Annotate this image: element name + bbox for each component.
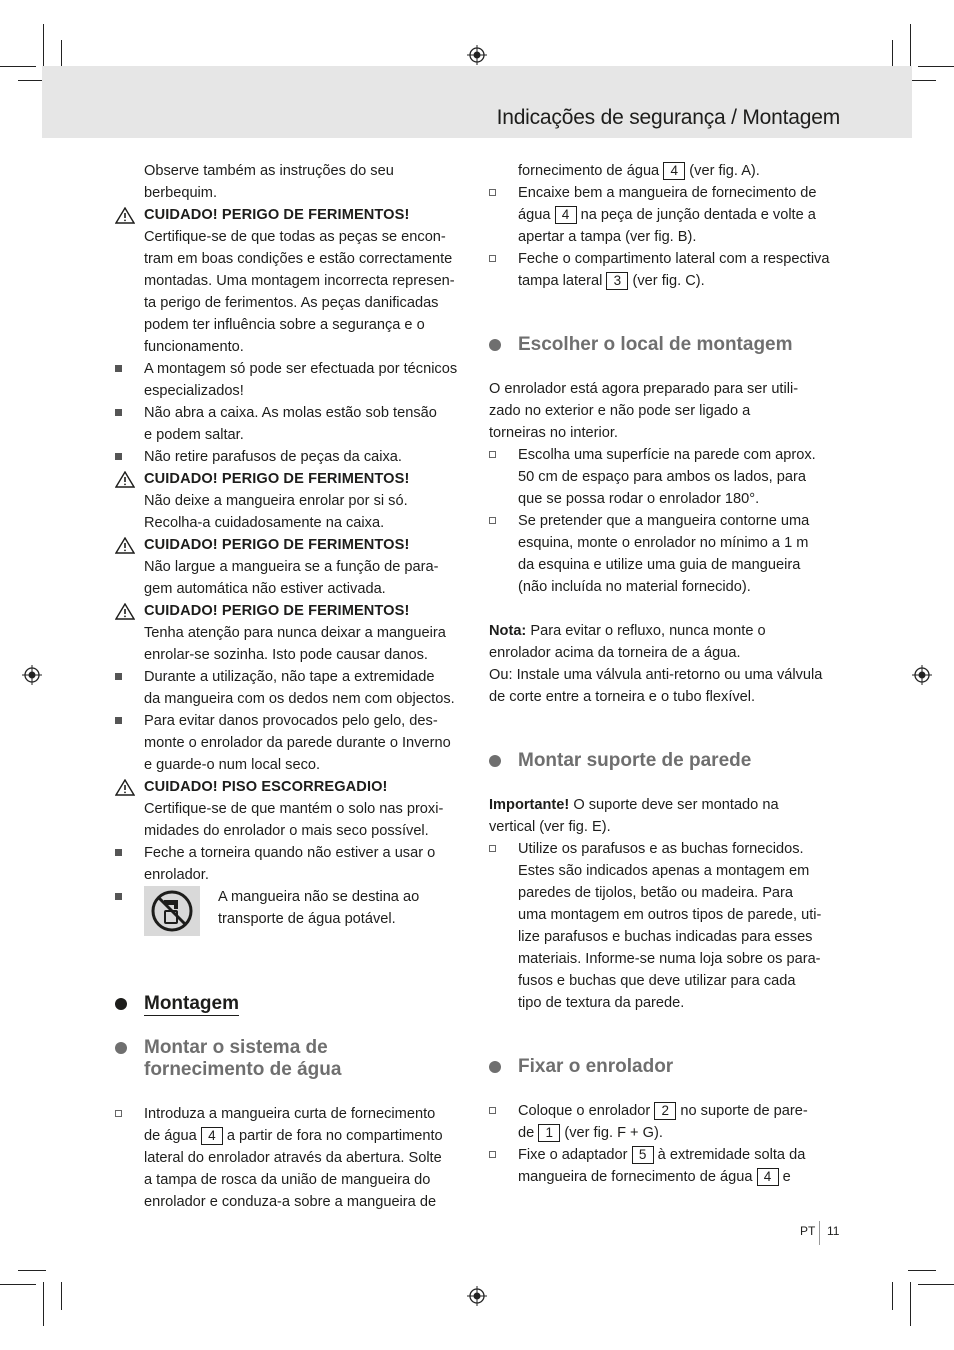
bullet-square-icon <box>115 893 122 900</box>
list-item <box>115 886 470 938</box>
list-line: Não retire parafusos de peças da caixa. <box>144 449 402 465</box>
list-item <box>115 666 470 710</box>
list-text: na peça de junção dentada e volte a <box>580 207 816 223</box>
bullet-dot-icon <box>489 339 501 351</box>
section-heading-montagem: Montagem <box>115 993 470 1015</box>
crop-mark <box>918 66 954 67</box>
intro-text: Observe também as instruções do seu berbequim. <box>144 163 394 201</box>
paragraph-line: O enrolador está agora preparado para ser utili- <box>489 381 799 397</box>
crop-mark <box>918 1284 954 1285</box>
crop-mark <box>0 66 36 67</box>
important-line: vertical (ver fig. E). <box>489 819 611 835</box>
crop-mark <box>892 1282 893 1310</box>
warning-triangle-icon <box>115 207 135 224</box>
registration-mark-icon <box>912 665 932 685</box>
list-line: Feche a torneira quando não estiver a usar o <box>144 845 436 861</box>
list-line <box>518 1122 841 1144</box>
list-line: da esquina e utilize uma guia de mangueira <box>518 557 801 573</box>
crop-mark <box>18 1270 46 1271</box>
bullet-square-icon <box>115 673 122 680</box>
list-item <box>115 842 470 886</box>
list-text: no suporte de pare- <box>680 1103 808 1119</box>
warning-block <box>115 204 470 358</box>
crop-mark <box>892 40 893 68</box>
warning-line: montadas. Uma montagem incorrecta represen- <box>144 273 455 289</box>
warning-line: tram em boas condições e estão correctamente <box>144 251 453 267</box>
footer-divider <box>819 1221 820 1245</box>
list-line <box>518 204 841 226</box>
bullet-dot-icon <box>115 1042 127 1054</box>
warning-line: Tenha atenção para nunca deixar a mangueira <box>144 625 446 641</box>
warning-line: enrolar-se sozinha. Isto pode causar danos. <box>144 647 428 663</box>
warning-title: CUIDADO! PERIGO DE FERIMENTOS! <box>144 207 410 223</box>
list-line: lize parafusos e buchas indicadas para esses <box>518 929 813 945</box>
important-line <box>489 794 841 816</box>
list-line: A mangueira não se destina ao <box>218 889 420 905</box>
no-drinking-water-icon <box>144 886 200 936</box>
note-line: Ou: Instale uma válvula anti-retorno ou uma válvula <box>489 667 823 683</box>
list-text: a partir de fora no compartimento <box>226 1128 443 1144</box>
list-line: Para evitar danos provocados pelo gelo, des- <box>144 713 438 729</box>
list-line: uma montagem em outros tipos de parede, uti- <box>518 907 822 923</box>
bullet-square-icon <box>115 365 122 372</box>
list-text: água <box>518 207 551 223</box>
warning-title: CUIDADO! PERIGO DE FERIMENTOS! <box>144 471 410 487</box>
list-line: Utilize os parafusos e as buchas fornecidos. <box>518 841 804 857</box>
list-line: Estes são indicados apenas a montagem em <box>518 863 810 879</box>
crop-mark <box>908 1270 936 1271</box>
crop-mark <box>43 1282 44 1326</box>
crop-mark <box>43 24 44 68</box>
list-line: Feche o compartimento lateral com a respectiva <box>518 251 830 267</box>
list-line: Escolha uma superfície na parede com aprox. <box>518 447 816 463</box>
list-text: (ver fig. A). <box>689 163 760 179</box>
warning-line: Não deixe a mangueira enrolar por si só. <box>144 493 408 509</box>
part-number-box: 3 <box>606 272 628 290</box>
list-text: tampa lateral <box>518 273 603 289</box>
list-line: Encaixe bem a mangueira de fornecimento de <box>518 185 817 201</box>
list-line: paredes de tijolos, betão ou madeira. Para <box>518 885 794 901</box>
note-line: de corte entre a torneira e o tubo flexível. <box>489 689 756 705</box>
crop-mark <box>910 1282 911 1326</box>
bullet-square-icon <box>115 453 122 460</box>
bullet-open-square-icon <box>489 845 496 852</box>
section-heading-suporte: Montar suporte de parede <box>489 750 841 772</box>
registration-mark-icon <box>467 1286 487 1306</box>
crop-mark <box>0 1284 36 1285</box>
warning-title: CUIDADO! PERIGO DE FERIMENTOS! <box>144 603 410 619</box>
note-text: Para evitar o refluxo, nunca monte o <box>530 623 766 639</box>
bullet-square-icon <box>115 849 122 856</box>
crop-mark <box>61 1282 62 1310</box>
warning-line: funcionamento. <box>144 339 244 355</box>
list-item <box>489 510 841 598</box>
list-line <box>518 1166 841 1188</box>
part-number-box: 4 <box>663 162 685 180</box>
list-text: Coloque o enrolador <box>518 1103 651 1119</box>
water-warning-text <box>218 886 458 930</box>
list-line: especializados! <box>144 383 244 399</box>
bullet-open-square-icon <box>489 1107 496 1114</box>
list-text: Fixe o adaptador <box>518 1147 628 1163</box>
list-item <box>489 1100 841 1144</box>
registration-mark-icon <box>22 665 42 685</box>
list-text: e <box>782 1169 791 1185</box>
list-text: (ver fig. C). <box>632 273 705 289</box>
bullet-open-square-icon <box>489 255 496 262</box>
bullet-square-icon <box>115 717 122 724</box>
list-line: Não abra a caixa. As molas estão sob tensão <box>144 405 437 421</box>
list-line: apertar a tampa (ver fig. B). <box>518 229 697 245</box>
list-item <box>115 446 470 468</box>
list-line: e podem saltar. <box>144 427 244 443</box>
list-line: A montagem só pode ser efectuada por técnicos <box>144 361 458 377</box>
crop-mark <box>908 80 936 81</box>
section-heading-local: Escolher o local de montagem <box>489 334 841 356</box>
list-item <box>489 182 841 248</box>
right-column <box>489 160 841 1188</box>
list-line: 50 cm de espaço para ambos os lados, para <box>518 469 806 485</box>
bullet-open-square-icon <box>489 451 496 458</box>
list-line: materiais. Informe-se numa loja sobre os para- <box>518 951 821 967</box>
list-line <box>518 1100 841 1122</box>
crop-mark <box>910 24 911 68</box>
list-line: Se pretender que a mangueira contorne uma <box>518 513 810 529</box>
registration-mark-icon <box>467 45 487 65</box>
warning-line: gem automática não estiver activada. <box>144 581 386 597</box>
warning-triangle-icon <box>115 603 135 620</box>
part-number-box: 4 <box>757 1168 779 1186</box>
bullet-dot-icon <box>489 1061 501 1073</box>
list-item <box>489 838 841 1014</box>
part-number-box: 5 <box>632 1146 654 1164</box>
list-text: mangueira de fornecimento de água <box>518 1169 753 1185</box>
part-number-box: 4 <box>201 1127 223 1145</box>
list-line: e guarde-o num local seco. <box>144 757 321 773</box>
important-text: O suporte deve ser montado na <box>573 797 779 813</box>
list-continuation <box>489 160 841 182</box>
list-item <box>489 444 841 510</box>
warning-line: ta perigo de ferimentos. As peças danificadas <box>144 295 439 311</box>
list-line: monte o enrolador da parede durante o Inverno <box>144 735 451 751</box>
warning-block <box>115 600 470 666</box>
list-line: que se possa rodar o enrolador 180°. <box>518 491 760 507</box>
page-number: 11 <box>827 1224 840 1238</box>
warning-line: podem ter influência sobre a segurança e o <box>144 317 425 333</box>
part-number-box: 4 <box>555 206 577 224</box>
warning-block <box>115 534 470 600</box>
list-item <box>115 358 470 402</box>
list-text: (ver fig. F + G). <box>564 1125 663 1141</box>
warning-triangle-icon <box>115 779 135 796</box>
warning-block <box>115 776 470 842</box>
list-item <box>115 710 470 776</box>
list-line: lateral do enrolador através da abertura. Solte <box>144 1150 442 1166</box>
paragraph-line: torneiras no interior. <box>489 425 618 441</box>
paragraph-line: zado no exterior e não pode ser ligado a <box>489 403 751 419</box>
bullet-dot-icon <box>115 998 127 1010</box>
important-label: Importante! <box>489 797 570 813</box>
note-line <box>489 620 841 642</box>
list-item <box>115 1103 470 1213</box>
heading-line: Montar o sistema de <box>144 1037 328 1058</box>
warning-line: Certifique-se de que mantém o solo nas proxi- <box>144 801 444 817</box>
list-line <box>518 270 841 292</box>
bullet-square-icon <box>115 409 122 416</box>
warning-line: Certifique-se de que todas as peças se encon- <box>144 229 446 245</box>
warning-block <box>115 468 470 534</box>
bullet-open-square-icon <box>115 1110 122 1117</box>
bullet-open-square-icon <box>489 189 496 196</box>
section-heading-fixar: Fixar o enrolador <box>489 1056 841 1078</box>
list-line: tipo de textura da parede. <box>518 995 685 1011</box>
list-item <box>115 402 470 446</box>
list-line <box>144 1125 470 1147</box>
bullet-dot-icon <box>489 755 501 767</box>
note-label: Nota: <box>489 623 527 639</box>
part-number-box: 2 <box>654 1102 676 1120</box>
list-line: a tampa de rosca da união de mangueira do <box>144 1172 431 1188</box>
bullet-open-square-icon <box>489 1151 496 1158</box>
list-line: (não incluída no material fornecido). <box>518 579 751 595</box>
list-line: esquina, monte o enrolador no mínimo a 1 m <box>518 535 809 551</box>
list-line: transporte de água potável. <box>218 911 396 927</box>
warning-line: midades do enrolador o mais seco possível. <box>144 823 429 839</box>
list-item <box>489 1144 841 1188</box>
list-line <box>518 1144 841 1166</box>
list-line: da mangueira com os dedos nem com objectos. <box>144 691 455 707</box>
list-line: enrolador e conduza-a sobre a mangueira de <box>144 1194 437 1210</box>
crop-mark <box>61 40 62 68</box>
warning-line: Não largue a mangueira se a função de para- <box>144 559 439 575</box>
list-item <box>489 248 841 292</box>
warning-triangle-icon <box>115 537 135 554</box>
list-text: de água <box>144 1128 197 1144</box>
warning-triangle-icon <box>115 471 135 488</box>
bullet-open-square-icon <box>489 517 496 524</box>
heading-line: fornecimento de água <box>144 1059 342 1080</box>
warning-title: CUIDADO! PERIGO DE FERIMENTOS! <box>144 537 410 553</box>
footer-language: PT <box>800 1224 816 1238</box>
list-line: enrolador. <box>144 867 209 883</box>
list-line: Introduza a mangueira curta de fornecimento <box>144 1106 436 1122</box>
note-line: enrolador acima da torneira de a água. <box>489 645 741 661</box>
list-line: Durante a utilização, não tape a extremidade <box>144 669 435 685</box>
list-text: fornecimento de água <box>518 163 660 179</box>
left-column <box>115 160 470 1213</box>
page-title: Indicações de segurança / Montagem <box>496 106 840 129</box>
warning-title: CUIDADO! PISO ESCORREGADIO! <box>144 779 388 795</box>
part-number-box: 1 <box>538 1124 560 1142</box>
warning-line: Recolha-a cuidadosamente na caixa. <box>144 515 385 531</box>
list-line: fusos e buchas que deve utilizar para cada <box>518 973 796 989</box>
section-heading-sistema <box>115 1037 470 1081</box>
list-text: à extremidade solta da <box>657 1147 806 1163</box>
list-text: de <box>518 1125 535 1141</box>
